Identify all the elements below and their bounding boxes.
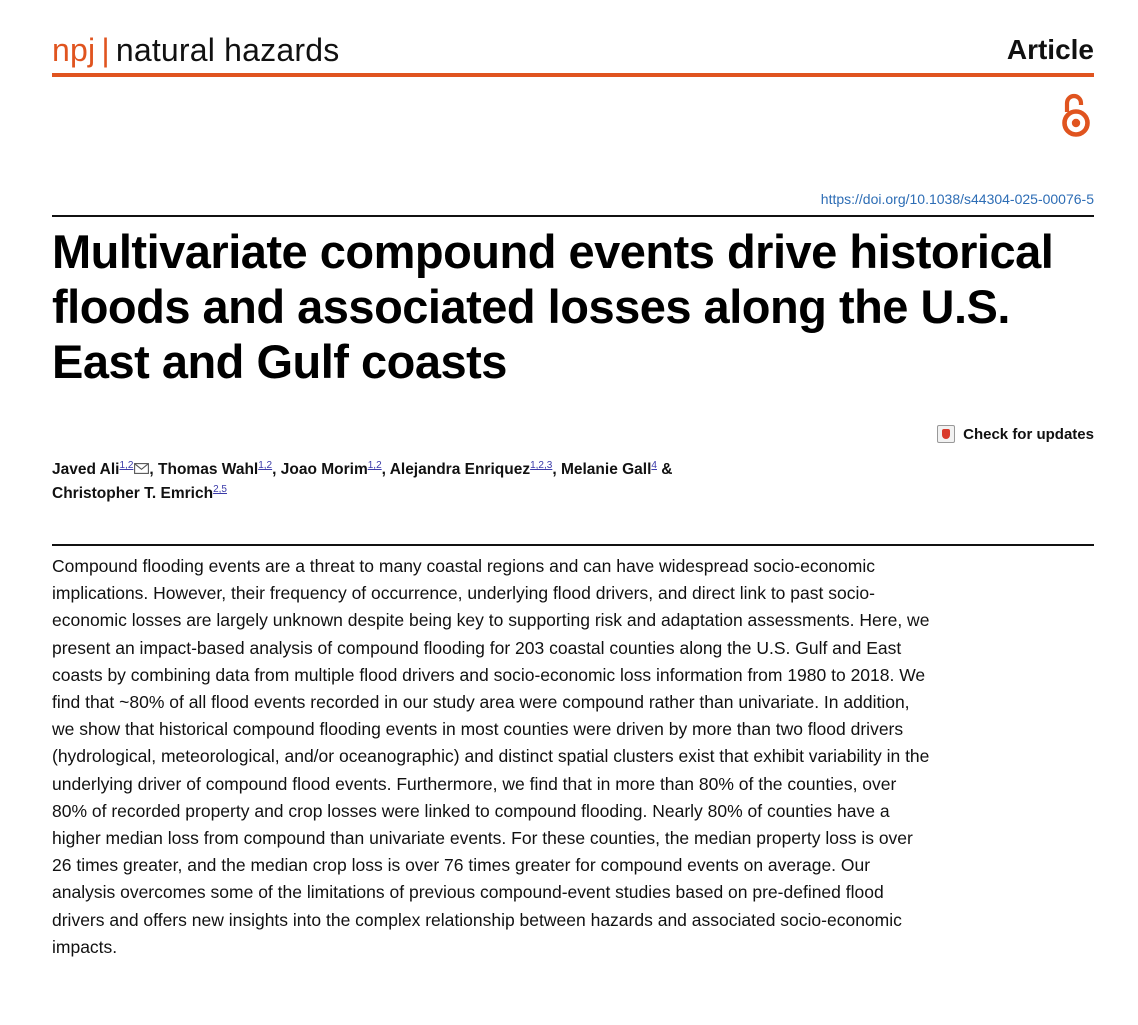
author-list — [52, 458, 812, 506]
author-affiliation[interactable]: 1,2,3 — [530, 459, 553, 471]
check-for-updates-button[interactable] — [937, 423, 1094, 445]
author-name[interactable]: Javed Ali — [52, 461, 120, 478]
author-affiliation[interactable]: 1,2 — [119, 459, 134, 471]
article-title: Multivariate compound events drive historical floods and associated losses along the U.S. East and Gulf coasts — [52, 225, 1054, 388]
author-final-separator: & — [656, 461, 673, 478]
mail-icon[interactable] — [134, 463, 149, 474]
author-separator: , — [381, 461, 390, 478]
doi-link[interactable]: https://doi.org/10.1038/s44304-025-00076-5 — [820, 191, 1094, 207]
author-affiliation[interactable]: 1,2 — [258, 459, 273, 471]
article-type-label: Article — [1006, 34, 1094, 65]
author-separator: , — [272, 461, 281, 478]
author-affiliation[interactable]: 4 — [651, 459, 657, 471]
journal-separator: | — [101, 32, 110, 68]
author-name[interactable]: Melanie Gall — [560, 461, 652, 478]
author-affiliation[interactable]: 2,5 — [213, 483, 227, 495]
header-divider — [52, 73, 1094, 77]
author-affiliation[interactable]: 1,2 — [367, 459, 382, 471]
open-access-icon — [1058, 90, 1094, 138]
author-separator: , — [149, 461, 159, 478]
author-name[interactable]: Thomas Wahl — [158, 461, 259, 478]
abstract-divider — [52, 544, 1094, 546]
title-divider — [52, 215, 1094, 217]
journal-prefix: npj — [52, 32, 96, 68]
journal-title: natural hazards — [115, 32, 340, 68]
abstract-text: Compound flooding events are a threat to many coastal regions and can have widespread socio-economic implications. However, their frequency of occurrence, underlying flood drivers, and direct link to past socio-economic losses are largely unknown despite being key to supporting risk and adaptation assessments. Here, we present an impact-based analysis of compound flooding for 203 coastal counties along the U.S. Gulf and East coasts by combining data from multiple flood drivers and socio-economic loss information from 1980 to 2018. We find that ~80% of all flood events recorded in our study area were compound rather than univariate. In addition, we show that historical compound flooding events in most counties were driven by more than two flood drivers (hydrological, meteorological, and/or oceanographic) and distinct spatial clusters exist that exhibit variability in the underlying driver of compound flood events. Furthermore, we find that in more than 80% of the counties, over 80% of recorded property and crop losses were linked to compound flooding. Nearly 80% of counties have a higher median loss from compound than univariate events. For these counties, the median property loss is over 26 times greater, and the median crop loss is over 76 times greater for compound events on average. Our analysis overcomes some of the limitations of previous compound-event studies based on pre-defined flood drivers and offers new insights into the complex relationship between hazards and associated socio-economic impacts. — [52, 556, 930, 957]
author-name[interactable]: Alejandra Enriquez — [389, 461, 531, 478]
author-separator: , — [552, 461, 561, 478]
author-name[interactable]: Christopher T. Emrich — [52, 485, 214, 502]
author-name[interactable]: Joao Morim — [280, 461, 368, 478]
check-updates-icon — [937, 425, 955, 443]
check-updates-label: Check for updates — [963, 425, 1094, 443]
journal-name — [52, 28, 339, 72]
